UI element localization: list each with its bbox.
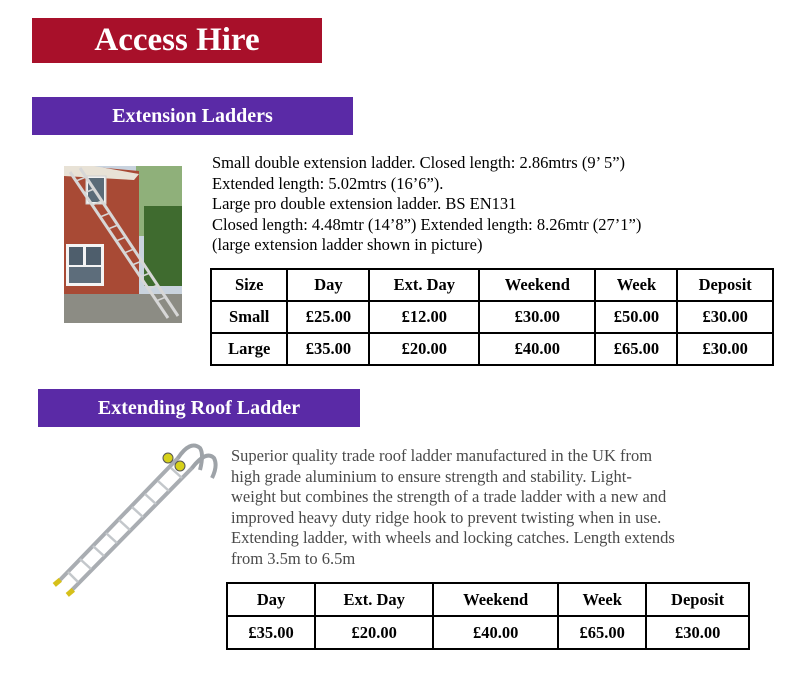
- page-title: Access Hire: [32, 18, 322, 63]
- column-header: Size: [211, 269, 287, 301]
- column-header: Ext. Day: [315, 583, 433, 616]
- table-cell: £35.00: [227, 616, 315, 649]
- description-line: from 3.5m to 6.5m: [231, 548, 356, 568]
- description-line: weight but combines the strength of a trade ladder with a new and: [231, 487, 667, 506]
- description-line: Extended length: 5.02mtrs (16’6”).: [212, 173, 444, 193]
- column-header: Deposit: [677, 269, 773, 301]
- table-cell: £40.00: [479, 333, 595, 365]
- table-cell: Small: [211, 301, 287, 333]
- table-cell: £20.00: [369, 333, 479, 365]
- description-line: high grade aluminium to ensure strength and stability. Light-: [231, 466, 632, 486]
- column-header: Weekend: [433, 583, 558, 616]
- table-cell: £35.00: [287, 333, 369, 365]
- table-row: [227, 616, 749, 649]
- column-header: Week: [595, 269, 677, 301]
- column-header: Ext. Day: [369, 269, 479, 301]
- table-row: [211, 333, 773, 365]
- table-cell: £25.00: [287, 301, 369, 333]
- extension-ladder-photo: [64, 166, 182, 323]
- extension-ladders-description: [212, 153, 772, 256]
- table-row: [211, 301, 773, 333]
- table-cell: £65.00: [558, 616, 646, 649]
- description-line: improved heavy duty ridge hook to prevent twisting when in use.: [231, 507, 662, 527]
- table-cell: £40.00: [433, 616, 558, 649]
- table-cell: £12.00: [369, 301, 479, 333]
- table-cell: £20.00: [315, 616, 433, 649]
- extension-ladders-price-table: [210, 268, 774, 366]
- table-cell: £65.00: [595, 333, 677, 365]
- description-line: (large extension ladder shown in picture): [212, 235, 483, 254]
- column-header: Deposit: [646, 583, 749, 616]
- extension-ladders-heading: Extension Ladders: [32, 97, 353, 135]
- table-header-row: [227, 583, 749, 616]
- table-cell: £50.00: [595, 301, 677, 333]
- description-line: Closed length: 4.48mtr (14’8”) Extended length: 8.26mtr (27’1”): [212, 214, 642, 234]
- column-header: Day: [227, 583, 315, 616]
- description-line: Extending ladder, with wheels and locking catches. Length extends: [231, 528, 675, 547]
- roof-ladder-image: [50, 440, 218, 600]
- column-header: Weekend: [479, 269, 595, 301]
- description-line: Small double extension ladder. Closed length: 2.86mtrs (9’ 5”): [212, 153, 626, 172]
- table-cell: Large: [211, 333, 287, 365]
- roof-ladder-description: [231, 446, 761, 569]
- roof-ladder-price-table: [226, 582, 750, 650]
- table-cell: £30.00: [646, 616, 749, 649]
- column-header: Week: [558, 583, 646, 616]
- table-cell: £30.00: [677, 301, 773, 333]
- roof-ladder-heading: Extending Roof Ladder: [38, 389, 360, 427]
- table-header-row: [211, 269, 773, 301]
- table-cell: £30.00: [677, 333, 773, 365]
- column-header: Day: [287, 269, 369, 301]
- description-line: Superior quality trade roof ladder manufactured in the UK from: [231, 446, 653, 465]
- description-line: Large pro double extension ladder. BS EN131: [212, 194, 517, 213]
- table-cell: £30.00: [479, 301, 595, 333]
